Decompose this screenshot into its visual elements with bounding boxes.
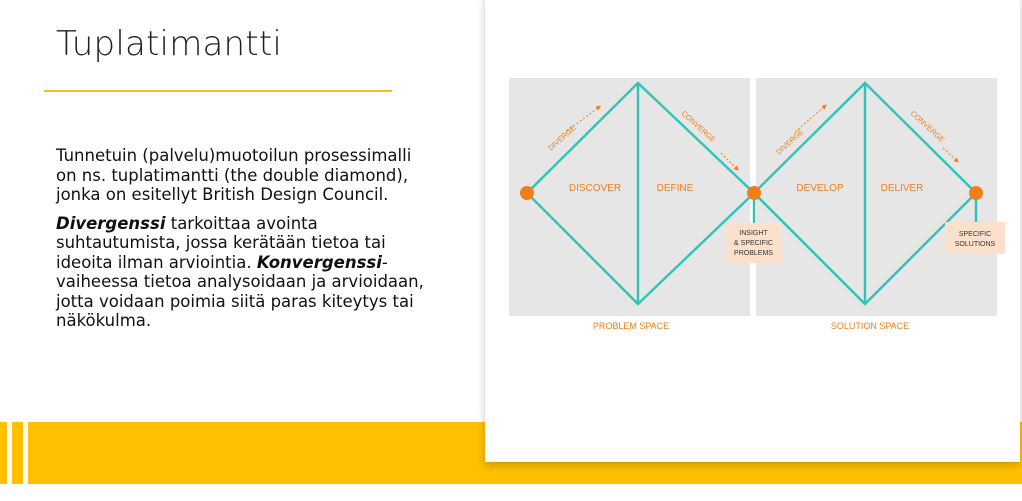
insight-label-line1: INSIGHT: [739, 230, 768, 237]
diverge-label-2: DIVERGE: [774, 127, 806, 157]
middle-node: [747, 186, 761, 200]
solutions-label-line1: SPECIFIC: [958, 231, 992, 238]
start-node: [520, 186, 534, 200]
divergence-text: tarkoittaa avointa suhtautumista, jossa kerätään tietoa tai ideoita ilman arviointia.: [56, 213, 386, 272]
slide-title: Tuplatimantti: [56, 24, 283, 64]
paragraph-intro: Tunnetuin (palvelu)muotoilun prosessimalli on ns. tuplatimantti (the double diamond), jonka on esitellyt British Design Council.: [56, 146, 412, 204]
convergence-term: Konvergenssi: [256, 252, 382, 272]
problem-space-label: PROBLEM SPACE: [592, 321, 670, 331]
phase-develop-label: DEVELOP: [796, 183, 844, 194]
solution-space-panel: [756, 78, 997, 316]
diverge-label-1: DIVERGE: [546, 123, 578, 153]
insight-label-line3: PROBLEMS: [734, 250, 773, 257]
double-diamond-diagram: [485, 0, 1020, 462]
problem-space-panel: [509, 78, 750, 316]
diagram-card: [485, 0, 1020, 462]
converge-label-2: CONVERGE: [908, 108, 947, 145]
end-node: [969, 186, 983, 200]
title-underline: [44, 90, 392, 92]
phase-deliver-label: DELIVER: [880, 183, 924, 194]
solutions-label-line2: SOLUTIONS: [954, 241, 996, 248]
phase-discover-label: DISCOVER: [568, 183, 622, 194]
solutions-box: [945, 222, 1005, 254]
insight-label-line2: & SPECIFIC: [734, 240, 773, 247]
paragraph-definitions: [56, 214, 426, 331]
slide-body-text: [56, 146, 426, 340]
accent-bar-narrow: [12, 422, 23, 484]
solution-space-label: SOLUTION SPACE: [830, 321, 910, 331]
convergence-text: -vaiheessa tietoa analysoidaan ja arvioidaan, jotta voidaan poimia siitä paras kiteytys tai näkökulma.: [56, 252, 424, 330]
accent-bar-thin: [0, 422, 7, 484]
divergence-term: Divergenssi: [56, 213, 166, 233]
converge-label-1: CONVERGE: [679, 108, 718, 145]
phase-define-label: DEFINE: [656, 183, 694, 194]
